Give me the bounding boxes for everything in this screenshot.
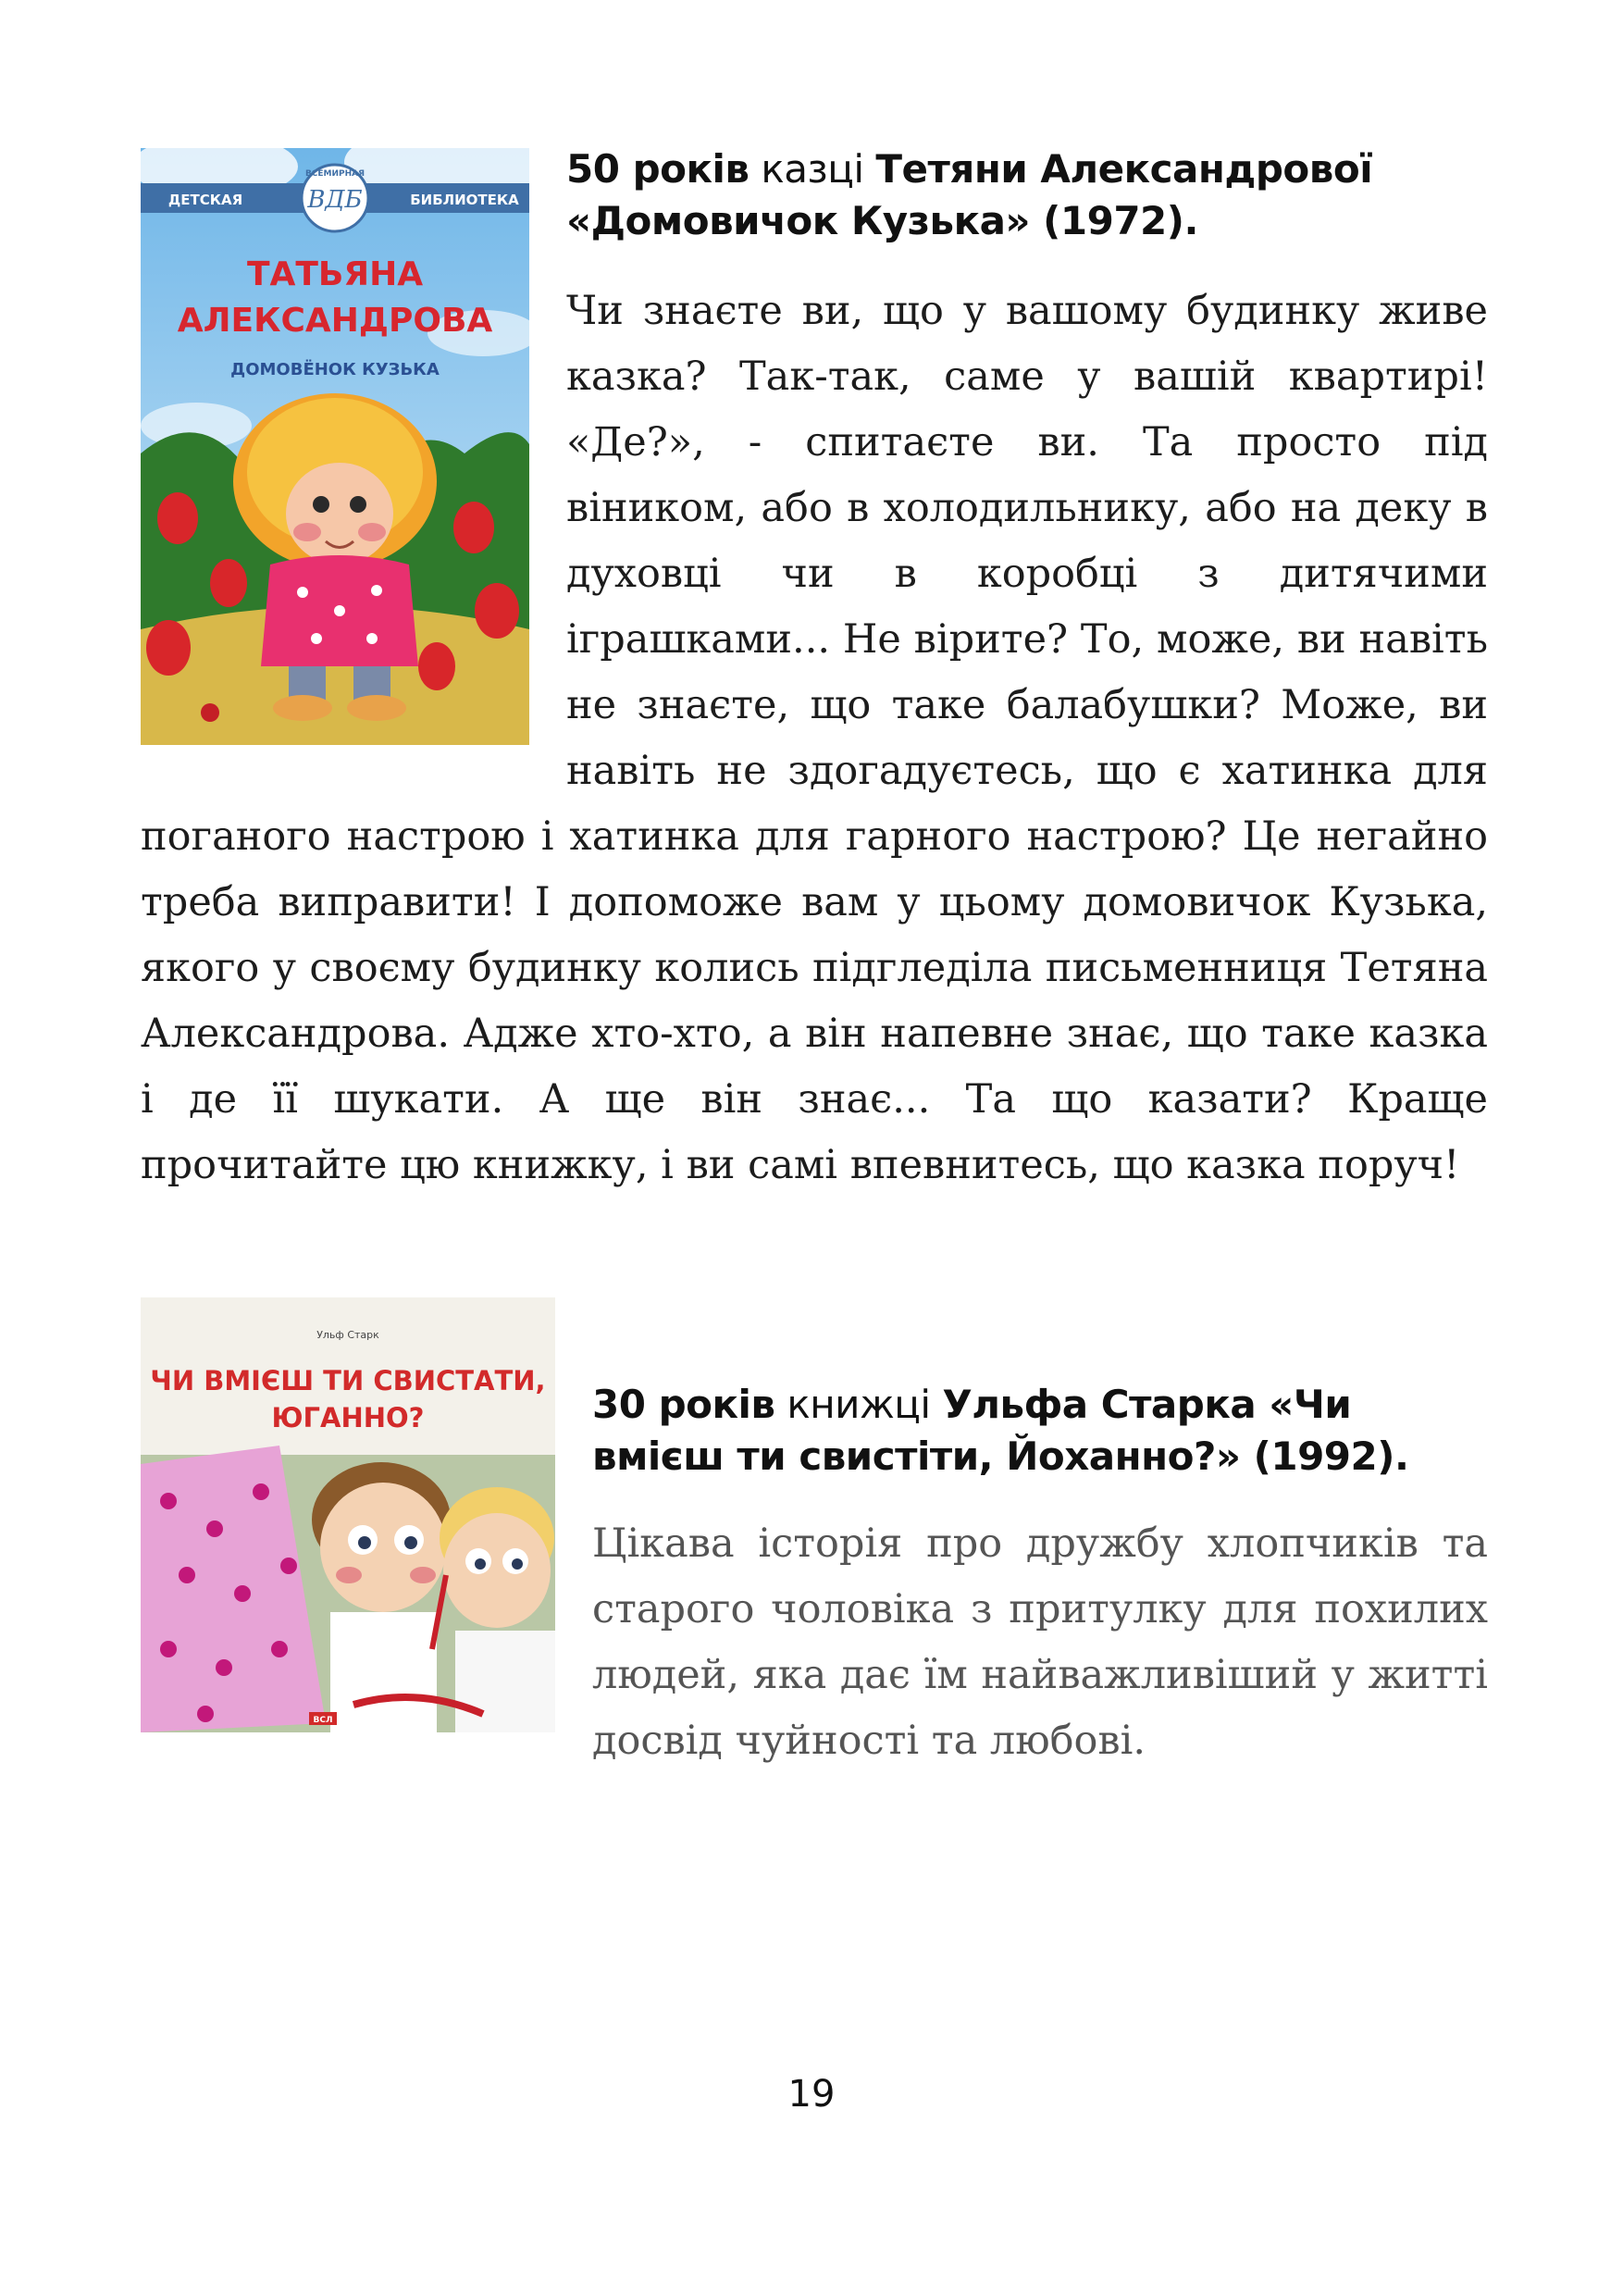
heading-work-type: казці bbox=[761, 146, 864, 192]
heading-author-title: Тетяни Александрової «Домовичок Кузька» (1972). bbox=[566, 146, 1373, 243]
section-text-johanna: Цікава історія про дружбу хлопчиків та старого чоловіка з притулку для похилих людей, яка дає їм найважливіший у житті досвід чуйності та любові. bbox=[592, 1520, 1488, 1764]
book-cover-kuzka bbox=[141, 148, 529, 745]
cover-series-left: ДЕТСКАЯ bbox=[167, 192, 243, 208]
cover-series-top: ВСЕМИРНАЯ bbox=[304, 169, 365, 179]
cover-author-line1: ТАТЬЯНА bbox=[246, 255, 424, 293]
book-section-johanna bbox=[141, 1294, 1488, 1774]
heading-work-type: книжці bbox=[787, 1382, 931, 1427]
heading-author-title: Ульфа Старка «Чи вмієш ти свистіти, Йоханно?» (1992). bbox=[592, 1382, 1409, 1479]
cover-title-line1: ЧИ ВМІЄШ ТИ СВИСТАТИ, bbox=[150, 1365, 546, 1396]
cover-illustration-kuzka bbox=[141, 148, 529, 745]
heading-years: 30 років bbox=[592, 1382, 775, 1427]
cover-title-line2: ЮГАННО? bbox=[271, 1402, 425, 1433]
cover-monogram: ВДБ bbox=[307, 186, 363, 214]
book-cover-johanna bbox=[141, 1297, 555, 1732]
cover-title: ДОМОВЁНОК КУЗЬКА bbox=[230, 360, 440, 379]
cover-series-right: БИБЛИОТЕКА bbox=[410, 192, 519, 208]
section-text-kuzka: Чи знаєте ви, що у вашому будинку живе казка? Так-так, саме у вашій квартирі! «Де?», - спитаєте ви. Та просто під віником, або в холодильнику, або на деку в духовці чи в коробці з дитячими іграшками... Не вірите? То, може, ви навіть не знаєте, що таке балабушки? Може, ви навіть не здогадуєтесь, що є хатинка для поганого настрою і хатинка для гарного настрою? Це негайно треба виправити! І допоможе вам у цьому домовичок Кузька, якого у своєму будинку колись підгледіла письменниця Тетяна Александрова. Адже хто-хто, а він напевне знає, що таке казка і де її шукати. А ще він знає... Та що казати? Краще прочитайте цю книжку, і ви самі впевнитесь, що казка поруч! bbox=[141, 288, 1488, 1188]
heading-years: 50 років bbox=[566, 146, 750, 192]
book-section-kuzka bbox=[141, 143, 1488, 1198]
cover-publisher: ВСЛ bbox=[313, 1716, 333, 1725]
cover-author: Ульф Старк bbox=[316, 1329, 379, 1341]
cover-author-line2: АЛЕКСАНДРОВА bbox=[177, 302, 493, 340]
cover-illustration-johanna bbox=[141, 1297, 555, 1732]
page-number: 19 bbox=[787, 2073, 836, 2116]
